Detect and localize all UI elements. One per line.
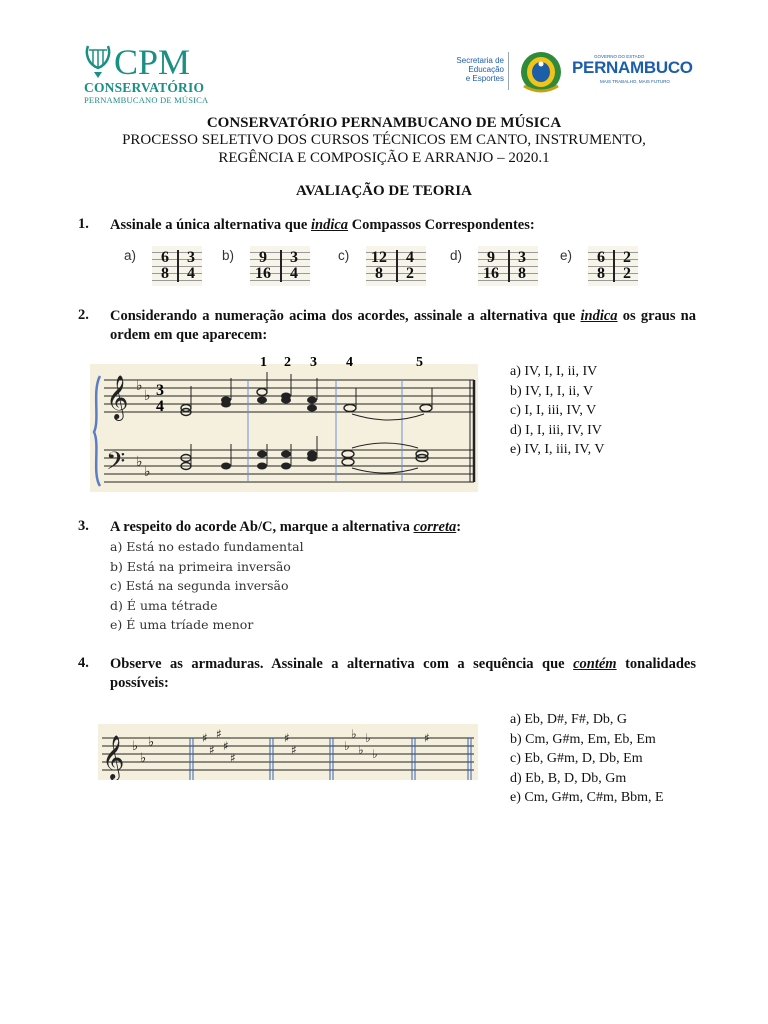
cpm-line1: CONSERVATÓRIO bbox=[84, 80, 205, 95]
exam-title: AVALIAÇÃO DE TEORIA bbox=[296, 183, 472, 199]
q4-option-e[interactable]: e) Cm, G#m, C#m, Bbm, E bbox=[510, 790, 664, 805]
key-flat-icon: ♭ bbox=[144, 464, 151, 480]
title-process-line2: REGÊNCIA E COMPOSIÇÃO E ARRANJO – 2020.1 bbox=[218, 150, 550, 166]
q1-option-label[interactable]: b) bbox=[222, 248, 235, 263]
q2-text-em: indica bbox=[580, 308, 618, 324]
q4-option-b[interactable]: b) Cm, G#m, Em, Eb, Em bbox=[510, 731, 656, 747]
sharp-icon: ♯ bbox=[424, 731, 430, 745]
q2-option-e[interactable]: e) IV, I, iii, IV, V bbox=[510, 442, 605, 457]
q3-text-em: correta bbox=[413, 519, 457, 535]
q1-option-label[interactable]: d) bbox=[450, 248, 463, 263]
cpm-line2: PERNAMBUCANO DE MÚSICA bbox=[84, 95, 209, 105]
flat-icon: ♭ bbox=[365, 731, 371, 745]
cpm-logo bbox=[84, 42, 214, 104]
pe-slogan-text: MAIS TRABALHO, MAIS FUTURO bbox=[600, 79, 670, 84]
flat-icon: ♭ bbox=[372, 747, 378, 761]
q4-option-a[interactable]: a) Eb, D#, F#, Db, G bbox=[510, 712, 628, 727]
bass-clef-icon: 𝄢 bbox=[106, 447, 126, 482]
chord-number-5: 5 bbox=[416, 355, 423, 370]
q1-option-label[interactable]: e) bbox=[560, 248, 573, 263]
q1-time-signature-pair[interactable] bbox=[588, 246, 638, 286]
time-sig-divider bbox=[396, 250, 398, 282]
time-sig-top: 3 bbox=[156, 382, 164, 399]
pe-name-text: PERNAMBUCO bbox=[572, 58, 693, 77]
q4-key-signatures-staff bbox=[98, 724, 478, 780]
q3-option-d[interactable]: d) É uma tétrade bbox=[110, 597, 218, 613]
q3-option-c[interactable]: c) Está na segunda inversão bbox=[110, 578, 289, 593]
q2-options bbox=[510, 362, 605, 460]
q3-statement bbox=[110, 518, 696, 537]
time-sig-1-denominator: 8 bbox=[375, 265, 383, 282]
q1-text-before: Assinale a única alternativa que bbox=[110, 217, 311, 233]
time-sig-2-denominator: 4 bbox=[290, 265, 298, 282]
time-sig-1-denominator: 8 bbox=[161, 265, 169, 282]
q1-time-signature-pair[interactable] bbox=[250, 246, 310, 286]
sharp-icon: ♯ bbox=[202, 731, 208, 745]
q1-text-em: indica bbox=[311, 217, 349, 233]
key-flat-icon: ♭ bbox=[136, 378, 143, 394]
q2-number: 2. bbox=[78, 307, 89, 323]
q4-text-em: contém bbox=[573, 656, 617, 672]
sharp-icon: ♯ bbox=[209, 743, 215, 757]
q3-option-b[interactable]: b) Está na primeira inversão bbox=[110, 558, 291, 574]
logo-divider bbox=[508, 52, 509, 90]
q2-text-after: os graus na ordem em que aparecem: bbox=[110, 308, 696, 343]
sharp-icon: ♯ bbox=[284, 731, 290, 745]
time-sig-1-numerator: 9 bbox=[487, 249, 495, 266]
chord-number-2: 2 bbox=[284, 355, 291, 370]
flat-icon: ♭ bbox=[344, 739, 350, 753]
treble-clef-icon: 𝄞 bbox=[102, 735, 125, 779]
time-sig-2-denominator: 2 bbox=[623, 265, 631, 282]
secretaria-logo bbox=[444, 56, 504, 86]
q1-number: 1. bbox=[78, 216, 89, 232]
time-sig-divider bbox=[280, 250, 282, 282]
q4-option-d[interactable]: d) Eb, B, D, Db, Gm bbox=[510, 770, 627, 786]
q4-options bbox=[510, 710, 664, 808]
cpm-acronym: CPM bbox=[114, 42, 191, 82]
key-flat-icon: ♭ bbox=[136, 454, 143, 470]
title-institution: CONSERVATÓRIO PERNAMBUCANO DE MÚSICA bbox=[206, 115, 562, 131]
q3-text-after: : bbox=[456, 519, 462, 535]
q3-option-e[interactable]: e) É uma tríade menor bbox=[110, 617, 254, 632]
time-sig-2-numerator: 3 bbox=[290, 249, 298, 266]
treble-clef-icon: 𝄞 bbox=[106, 375, 129, 419]
time-sig-1-numerator: 6 bbox=[161, 249, 169, 266]
q2-option-d[interactable]: d) I, I, iii, IV, IV bbox=[510, 422, 602, 438]
pe-top-text: GOVERNO DO ESTADO bbox=[594, 54, 645, 59]
flat-icon: ♭ bbox=[358, 743, 364, 757]
time-sig-2-numerator: 3 bbox=[187, 249, 195, 266]
time-sig-bottom: 4 bbox=[156, 398, 164, 415]
q1-statement bbox=[110, 216, 696, 235]
flat-icon: ♭ bbox=[132, 739, 139, 754]
time-sig-1-numerator: 6 bbox=[597, 249, 605, 266]
q2-text-before: Considerando a numeração acima dos acordes, assinale a alternativa que bbox=[110, 308, 581, 324]
q3-number: 3. bbox=[78, 518, 89, 534]
sharp-icon: ♯ bbox=[216, 727, 222, 741]
secretaria-text: Secretaria de Educação e Esportes bbox=[456, 56, 504, 83]
lyre-icon bbox=[84, 42, 112, 80]
chord-number-3: 3 bbox=[310, 355, 317, 370]
q2-statement bbox=[110, 307, 696, 345]
flat-icon: ♭ bbox=[351, 727, 357, 741]
q2-score bbox=[90, 350, 480, 492]
time-sig-1-numerator: 12 bbox=[371, 249, 387, 266]
time-sig-2-numerator: 3 bbox=[518, 249, 526, 266]
q2-option-a[interactable]: a) IV, I, I, ii, IV bbox=[510, 364, 598, 379]
time-sig-divider bbox=[613, 250, 615, 282]
q3-options bbox=[110, 537, 304, 635]
flat-icon: ♭ bbox=[148, 735, 155, 750]
sharp-icon: ♯ bbox=[230, 751, 236, 765]
q1-option-label[interactable]: c) bbox=[338, 248, 350, 263]
time-sig-2-denominator: 4 bbox=[187, 265, 195, 282]
time-sig-2-denominator: 2 bbox=[406, 265, 414, 282]
title-process-line1: PROCESSO SELETIVO DOS CURSOS TÉCNICOS EM CANTO, INSTRUMENTO, bbox=[122, 132, 646, 148]
time-sig-1-denominator: 8 bbox=[597, 265, 605, 282]
q2-option-b[interactable]: b) IV, I, I, ii, V bbox=[510, 383, 594, 399]
time-sig-2-numerator: 2 bbox=[623, 249, 631, 266]
key-flat-icon: ♭ bbox=[144, 388, 151, 404]
time-sig-2-denominator: 8 bbox=[518, 265, 526, 282]
q1-option-label[interactable]: a) bbox=[124, 248, 137, 263]
chord-number-4: 4 bbox=[346, 355, 353, 370]
time-sig-2-numerator: 4 bbox=[406, 249, 414, 266]
q1-time-signature-pair[interactable] bbox=[478, 246, 538, 286]
sharp-icon: ♯ bbox=[291, 743, 297, 757]
time-sig-1-numerator: 9 bbox=[259, 249, 267, 266]
flat-icon: ♭ bbox=[140, 751, 147, 766]
time-sig-1-denominator: 16 bbox=[255, 265, 271, 282]
time-sig-1-denominator: 16 bbox=[483, 265, 499, 282]
time-sig-divider bbox=[177, 250, 179, 282]
q4-text-before: Observe as armaduras. Assinale a alternativa com a sequência que bbox=[110, 656, 574, 672]
q4-option-c[interactable]: c) Eb, G#m, D, Db, Em bbox=[510, 751, 643, 766]
time-sig-divider bbox=[508, 250, 510, 282]
q4-number: 4. bbox=[78, 655, 89, 671]
chord-number-1: 1 bbox=[260, 355, 267, 370]
q4-statement bbox=[110, 655, 696, 693]
q1-time-signature-pair[interactable] bbox=[152, 246, 202, 286]
state-coat-of-arms-icon bbox=[516, 50, 566, 94]
pernambuco-logo bbox=[572, 54, 693, 94]
q3-text-before: A respeito do acorde Ab/C, marque a alternativa bbox=[110, 519, 414, 535]
q1-time-signature-pair[interactable] bbox=[366, 246, 426, 286]
q3-option-a[interactable]: a) Está no estado fundamental bbox=[110, 539, 304, 554]
q4-text-after: tonalidades possíveis: bbox=[110, 656, 696, 691]
q1-text-after: Compassos Correspondentes: bbox=[348, 217, 535, 233]
sharp-icon: ♯ bbox=[223, 739, 229, 753]
q2-option-c[interactable]: c) I, I, iii, IV, V bbox=[510, 403, 597, 418]
